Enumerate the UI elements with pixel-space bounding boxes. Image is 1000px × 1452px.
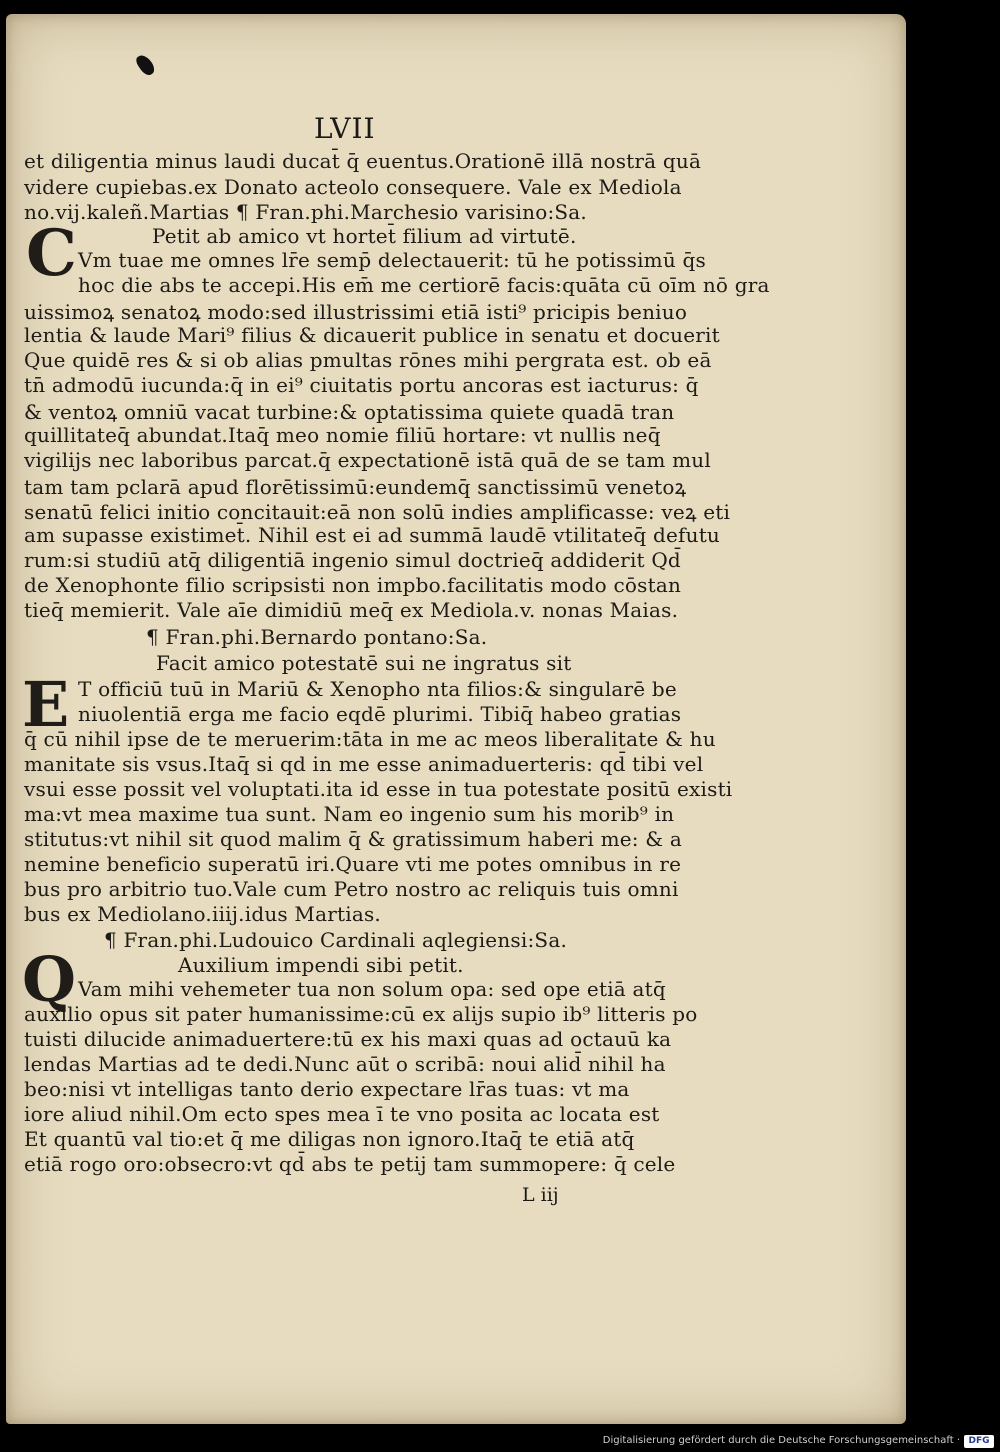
text-line: tieq̄ memierit. Vale aīe dimidiū meq̄ ex Mediola.v. nonas Maias. [24, 598, 679, 622]
text-line: lentia & laude Mari⁹ filius & dicauerit publice in senatu et docuerit [24, 323, 720, 347]
text-line: q̄ cū nihil ipse de te meruerim:tāta in me ac meos liberalitate & hu [24, 727, 716, 751]
letter-heading: ¶ Fran.phi.Bernardo pontano:Sa. [146, 625, 488, 649]
folio-number-top: LVII [314, 112, 376, 145]
text-line: bus pro arbitrio tuo.Vale cum Petro nostro ac reliquis tuis omni [24, 877, 679, 901]
text-line: rum:si studiū atq̄ diligentiā ingenio simul doctrieq̄ addiderit Qd̄ [24, 548, 681, 572]
text-line: & ventoꝝ omniū vacat turbine:& optatissima quiete quadā tran [24, 400, 675, 424]
letter-heading: ¶ Fran.phi.Ludouico Cardinali aqlegiensi:Sa. [104, 928, 567, 952]
text-line: de Xenophonte filio scripsisti non impbo.facilitatis modo cōstan [24, 573, 682, 597]
text-line: Vm tuae me omnes lr̄e semp̄ delectauerit: tū he potissimū q̄s [78, 248, 706, 272]
signature-mark: L iij [522, 1184, 559, 1206]
text-line: quillitateq̄ abundat.Itaq̄ meo nomie filiū hortare: vt nullis neq̄ [24, 423, 661, 447]
text-line: Que quidē res & si ob alias pmultas rōnes mihi pergrata est. ob eā [24, 348, 712, 372]
text-line: Vam mihi vehemeter tua non solum opa: sed ope etiā atq̄ [78, 977, 666, 1001]
ink-speck [134, 52, 157, 77]
text-line: T officiū tuū in Mariū & Xenopho nta filios:& singularē be [78, 677, 677, 701]
text-line: bus ex Mediolano.iiij.idus Martias. [24, 902, 381, 926]
text-line: etiā rogo oro:obsecro:vt qd̄ abs te petij tam summopere: q̄ cele [24, 1152, 676, 1176]
text-line: nemine beneficio superatū iri.Quare vti me potes omnibus in re [24, 852, 682, 876]
letter-subject: Auxilium impendi sibi petit. [178, 953, 464, 977]
text-line: ma:vt mea maxime tua sunt. Nam eo ingenio sum his morib⁹ in [24, 802, 675, 826]
text-line: lendas Martias ad te dedi.Nunc aūt o scribā: noui alid̄ nihil ha [24, 1052, 666, 1076]
text-line: am supasse existimet̄. Nihil est ei ad summā laudē vtilitateq̄ defutu [24, 523, 721, 547]
text-line: Et quantū val tio:et q̄ me diligas non ignoro.Itaq̄ te etiā atq̄ [24, 1127, 635, 1151]
decorated-initial: E [22, 668, 70, 741]
text-line: no.vij.kaleñ.Martias ¶ Fran.phi.Marchesio varisino:Sa. [24, 200, 587, 224]
text-line: tam tam pclarā apud florētissimū:eundemq̄ sanctissimū venetoꝝ [24, 475, 687, 499]
text-line: vigilijs nec laboribus parcat.q̄ expectationē istā quā de se tam mul [24, 448, 711, 472]
text-line: manitate sis vsus.Itaq̄ si qd in me esse animaduerteris: qd̄ tibi vel [24, 752, 704, 776]
dfg-logo: DFG [964, 1435, 994, 1448]
funding-footer [602, 1432, 1000, 1452]
text-line: stitutus:vt nihil sit quod malim q̄ & gratissimum haberi me: & a [24, 827, 682, 851]
letter-subject: Facit amico potestatē sui ne ingratus sit [156, 651, 572, 675]
text-line: beo:nisi vt intelligas tanto derio expectare lr̄as tuas: vt ma [24, 1077, 630, 1101]
text-line: vsui esse possit vel voluptati.ita id esse in tua potestate positū existi [24, 777, 733, 801]
text-line: senatū felici initio concitauit:eā non solū indies amplificasse: veꝝ eti [24, 500, 731, 524]
decorated-initial: Q [22, 943, 77, 1016]
book-page [6, 14, 906, 1424]
text-line: hoc die abs te accepi.His em̄ me certiorē facis:quāta cū oīm nō gra [78, 273, 770, 297]
text-line: tuisti dilucide animaduertere:tū ex his maxi quas ad octauū ka [24, 1027, 672, 1051]
text-line: niuolentiā erga me facio eqdē plurimi. Tibiq̄ habeo gratias [78, 702, 682, 726]
decorated-initial: C [26, 216, 77, 291]
funding-note: Digitalisierung gefördert durch die Deutsche Forschungsgemeinschaft · [602, 1435, 960, 1446]
text-line: et diligentia minus laudi ducat̄ q̄ euentus.Orationē illā nostrā quā [24, 149, 702, 173]
text-line: auxilio opus sit pater humanissime:cū ex alijs supio ib⁹ litteris po [24, 1002, 698, 1026]
text-line: uissimoꝝ senatoꝝ modo:sed illustrissimi etiā isti⁹ pricipis beniuo [24, 300, 688, 324]
text-line: tn̄ admodū iucunda:q̄ in ei⁹ ciuitatis portu ancoras est iacturus: q̄ [24, 373, 699, 397]
text-line: videre cupiebas.ex Donato acteolo consequere. Vale ex Mediola [24, 175, 682, 199]
text-line: iore aliud nihil.Om ecto spes mea ī te vno posita ac locata est [24, 1102, 660, 1126]
letter-subject: Petit ab amico vt hortet̄ filium ad virtutē. [152, 224, 577, 248]
